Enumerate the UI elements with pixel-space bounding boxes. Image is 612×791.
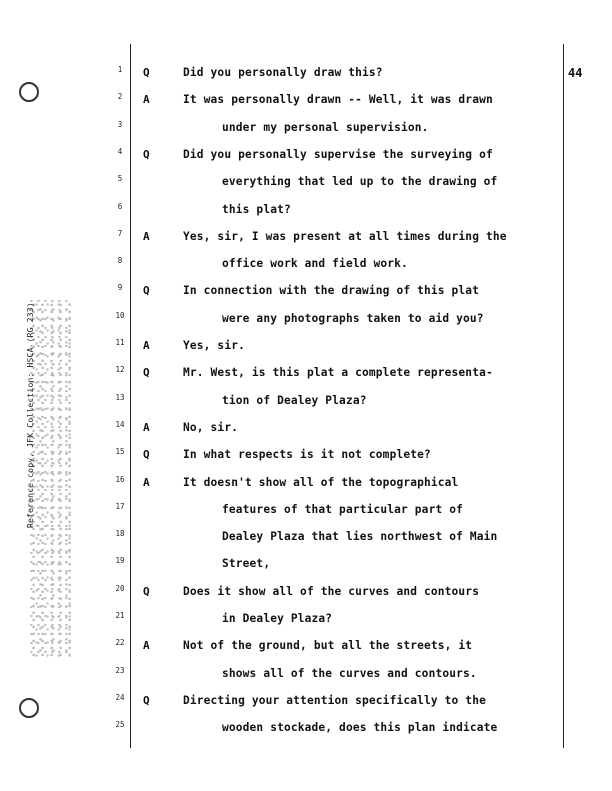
speaker-label: A (143, 639, 150, 652)
transcript-line-text: Mr. West, is this plat a complete representa- (183, 366, 493, 379)
transcript-line-text: Yes, sir, I was present at all times during the (183, 230, 507, 243)
speaker-label: A (143, 93, 150, 106)
transcript-line-text: Dealey Plaza that lies northwest of Main (222, 530, 498, 543)
speaker-label: Q (143, 284, 150, 297)
line-number: 2 (117, 92, 123, 101)
speaker-label: Q (143, 66, 150, 79)
transcript-line-text: In what respects is it not complete? (183, 448, 431, 461)
line-number: 15 (115, 447, 125, 456)
speaker-label: A (143, 339, 150, 352)
transcript-line-text: Yes, sir. (183, 339, 245, 352)
transcript-line-text: Did you personally supervise the surveying of (183, 148, 493, 161)
line-number: 17 (115, 502, 125, 511)
speaker-label: Q (143, 148, 150, 161)
binder-hole-bottom (19, 698, 39, 718)
line-number: 13 (115, 393, 125, 402)
line-number: 23 (115, 666, 125, 675)
line-number: 19 (115, 556, 125, 565)
transcript-line-text: Does it show all of the curves and contours (183, 585, 480, 598)
line-number: 12 (115, 365, 125, 374)
speaker-label: A (143, 421, 150, 434)
transcript-line-text: No, sir. (183, 421, 239, 434)
speaker-label: Q (143, 694, 150, 707)
line-number: 22 (115, 638, 125, 647)
line-number: 5 (117, 174, 123, 183)
transcript-line-text: in Dealey Plaza? (222, 612, 333, 625)
transcript-line-text: It doesn't show all of the topographical (183, 476, 459, 489)
line-number: 21 (115, 611, 125, 620)
speaker-label: Q (143, 585, 150, 598)
speaker-label: Q (143, 448, 150, 461)
line-number: 6 (117, 202, 123, 211)
line-number: 10 (115, 311, 125, 320)
transcript-line-text: Street, (222, 557, 271, 570)
transcript-line-text: Did you personally draw this? (183, 66, 383, 79)
line-number: 14 (115, 420, 125, 429)
side-reference-stamp: Reference copy, JFK Collection: HSCA (RG 233) (26, 302, 35, 528)
transcript-line-text: office work and field work. (222, 257, 408, 270)
line-number: 9 (117, 283, 123, 292)
transcript-line-text: Directing your attention specifically to the (183, 694, 486, 707)
line-number: 1 (117, 65, 123, 74)
line-number: 8 (117, 256, 123, 265)
line-number: 20 (115, 584, 125, 593)
line-number: 18 (115, 529, 125, 538)
speaker-label: A (143, 230, 150, 243)
transcript-line-text: shows all of the curves and contours. (222, 667, 477, 680)
line-number: 3 (117, 120, 123, 129)
line-number: 24 (115, 693, 125, 702)
transcript-line-text: Not of the ground, but all the streets, it (183, 639, 473, 652)
line-number: 25 (115, 720, 125, 729)
right-margin-rule (563, 44, 564, 748)
transcript-line-text: this plat? (222, 203, 291, 216)
page-number: 44 (568, 66, 583, 80)
transcript-line-text: In connection with the drawing of this plat (183, 284, 480, 297)
transcript-line-text: were any photographs taken to aid you? (222, 312, 484, 325)
binder-hole-top (19, 82, 39, 102)
left-margin-rule (130, 44, 131, 748)
scan-noise (30, 300, 72, 660)
line-number: 16 (115, 475, 125, 484)
transcript-line-text: It was personally drawn -- Well, it was drawn (183, 93, 493, 106)
transcript-line-text: tion of Dealey Plaza? (222, 394, 367, 407)
transcript-line-text: features of that particular part of (222, 503, 463, 516)
line-number: 4 (117, 147, 123, 156)
transcript-line-text: under my personal supervision. (222, 121, 429, 134)
speaker-label: Q (143, 366, 150, 379)
transcript-line-text: everything that led up to the drawing of (222, 175, 498, 188)
speaker-label: A (143, 476, 150, 489)
transcript-line-text: wooden stockade, does this plan indicate (222, 721, 498, 734)
line-number: 11 (115, 338, 125, 347)
line-number: 7 (117, 229, 123, 238)
